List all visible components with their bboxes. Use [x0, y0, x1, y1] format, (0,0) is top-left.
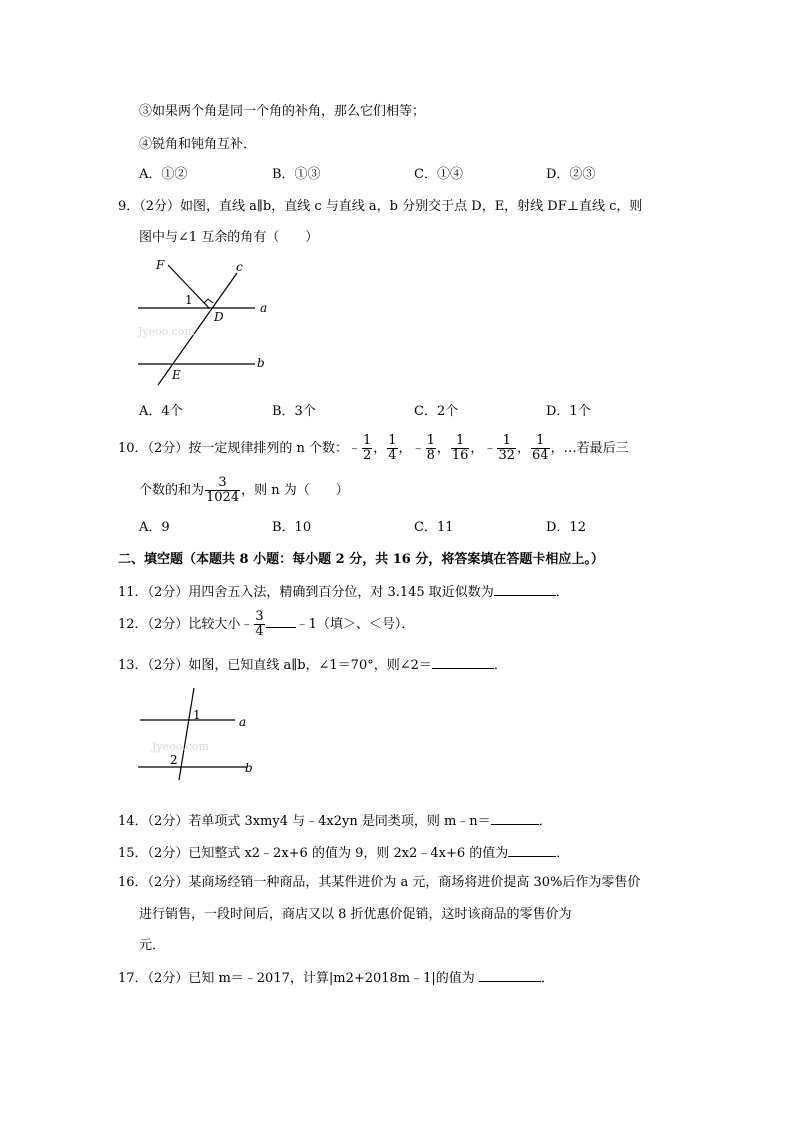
- q10-term: [386, 433, 412, 463]
- q12-post: ﹣1（填＞、＜号）．: [295, 617, 415, 632]
- q17-end: ．: [540, 971, 554, 986]
- q14: [118, 811, 552, 831]
- q9-label-f: F: [156, 258, 165, 272]
- q10-term-sign: ﹣: [411, 441, 425, 456]
- q13-label-1: 1: [193, 708, 201, 722]
- q10-term-fraction: [426, 434, 436, 463]
- q9-label-1: 1: [185, 293, 193, 307]
- q8-option-a: A．①②: [139, 167, 188, 182]
- q10-term-denominator: 4: [388, 448, 397, 463]
- q10-term: [530, 433, 564, 463]
- q17-text: 17．（2分）已知 m＝﹣2017，计算|m2+2018m﹣1|的值为: [118, 971, 475, 986]
- q13-answer-blank: [432, 655, 494, 669]
- q10-line2-b: ，则 n 为（ ）: [241, 483, 349, 498]
- q14-end: ．: [538, 814, 552, 829]
- q10-option-d: D．12: [546, 520, 586, 535]
- q10-term-numerator: 1: [388, 433, 397, 448]
- q10-line2-a: 个数的和为: [139, 483, 205, 498]
- q13-figure: [132, 683, 262, 783]
- q10-term-separator: ，: [398, 441, 412, 456]
- q17: [118, 968, 554, 988]
- q9-stem-line2: 图中与∠1 互余的角有（ ）: [139, 230, 319, 245]
- q10-term-fraction: [531, 434, 550, 463]
- q9-stem-line1: 9．（2分）如图，直线 a∥b，直线 c 与直线 a，b 分别交于点 D，E，射线 DF⊥直线 c，则: [118, 199, 643, 214]
- q16-line2: 进行销售，一段时间后，商店又以 8 折优惠价促销，这时该商品的零售价为: [139, 907, 572, 922]
- q10-term-numerator: 1: [502, 433, 511, 448]
- q12-pre: 12．（2分）比较大小﹣: [118, 617, 254, 632]
- q15-end: ．: [556, 846, 570, 861]
- q14-answer-blank: [491, 811, 539, 825]
- q10-term-fraction: [387, 434, 397, 463]
- q9-option-d: D．1个: [546, 404, 591, 419]
- q10-term-denominator: 32: [498, 448, 515, 463]
- q10-term-sign: ﹣: [347, 441, 361, 456]
- q10-sum-numerator: 3: [218, 475, 227, 490]
- q13-watermark: Jyeoo.com: [152, 740, 209, 753]
- q10-option-c: C．11: [414, 520, 454, 535]
- q9-label-b: b: [257, 356, 265, 370]
- q9-watermark: Jyeoo.com: [138, 325, 195, 338]
- q12-denominator: 4: [255, 624, 264, 639]
- q13-end: ．: [493, 658, 507, 673]
- q10-term-denominator: 2: [362, 448, 372, 463]
- q10-term: [411, 433, 450, 463]
- q10-term: [483, 433, 531, 463]
- q10-term-separator: ，: [517, 441, 531, 456]
- q12-numerator: 3: [255, 609, 264, 624]
- q17-answer-blank: [479, 968, 541, 982]
- q10-term-fraction: [362, 434, 372, 463]
- q10-term-numerator: 1: [362, 433, 372, 448]
- q10-option-a: A．9: [139, 520, 170, 535]
- q10-term-separator: ，: [550, 441, 564, 456]
- q11-text: 11．（2分）用四舍五入法，精确到百分位，对 3.145 取近似数为: [118, 585, 494, 600]
- section-2-heading: 二、填空题（本题共 8 小题：每小题 2 分，共 16 分，将答案填在答题卡相应上。）: [118, 552, 604, 567]
- q10-term-sign: ﹣: [483, 441, 497, 456]
- q10-sequence: [347, 433, 564, 463]
- q12-answer-blank: [266, 614, 296, 628]
- q15-answer-blank: [508, 843, 556, 857]
- q10-term-denominator: 64: [532, 448, 549, 463]
- q9-label-d: D: [214, 310, 224, 324]
- q11: [118, 582, 569, 602]
- q11-end: ．: [555, 585, 569, 600]
- q13: [118, 655, 507, 675]
- q12-fraction: [254, 610, 264, 639]
- q10-term-separator: ，: [436, 441, 450, 456]
- q9-figure: [130, 255, 280, 390]
- q13-text: 13．（2分）如图，已知直线 a∥b，∠1＝70°，则∠2＝: [118, 658, 432, 673]
- q10-term-separator: ，: [373, 441, 387, 456]
- q9-label-c: c: [236, 260, 243, 274]
- q13-label-2: 2: [170, 753, 178, 767]
- q10-term-numerator: 1: [426, 433, 435, 448]
- q12: [118, 610, 414, 640]
- q8-option-b: B．①③: [272, 167, 321, 182]
- q10-sum-fraction: [205, 476, 240, 505]
- q10-term-denominator: 8: [426, 448, 435, 463]
- q10-term-fraction: [451, 434, 470, 463]
- q8-option-d: D．②③: [546, 167, 596, 182]
- q16-line1: 16．（2分）某商场经销一种商品，其某件进价为 a 元，商场将进价提高 30%后作为零售价: [118, 875, 641, 890]
- q8-item3: ③如果两个角是同一个角的补角，那么它们相等；: [139, 104, 426, 119]
- q11-answer-blank: [494, 582, 556, 596]
- q9-option-a: A．4个: [139, 404, 183, 419]
- q14-text: 14．（2分）若单项式 3xmy4 与﹣4x2yn 是同类项，则 m﹣n＝: [118, 814, 491, 829]
- q9-option-c: C．2个: [414, 404, 459, 419]
- q9-option-b: B．3个: [272, 404, 316, 419]
- q10-term-denominator: 16: [451, 448, 469, 463]
- q10-term: [347, 433, 387, 463]
- q8-option-c: C．①④: [414, 167, 463, 182]
- q10-option-b: B．10: [272, 520, 312, 535]
- q10-suffix: …若最后三: [563, 441, 629, 456]
- q13-label-a: a: [239, 715, 247, 729]
- q10-term-separator: ，: [470, 441, 484, 456]
- q15: [118, 843, 569, 863]
- q10-sum-denominator: 1024: [206, 490, 240, 505]
- q10-term-numerator: 1: [536, 433, 545, 448]
- q16-line3: 元．: [139, 938, 166, 953]
- q10-term-fraction: [497, 434, 516, 463]
- q10-term: [450, 433, 484, 463]
- q10-prefix: 10．（2分）按一定规律排列的 n 个数：: [118, 441, 348, 456]
- q15-text: 15．（2分）已知整式 x2﹣2x+6 的值为 9，则 2x2﹣4x+6 的值为: [118, 846, 509, 861]
- q10-stem-line1: [118, 434, 629, 464]
- q10-term-numerator: 1: [456, 433, 465, 448]
- q10-stem-line2: [139, 476, 349, 506]
- q13-label-b: b: [245, 761, 253, 775]
- q9-label-e: E: [172, 368, 181, 382]
- q8-item4: ④锐角和钝角互补．: [139, 137, 257, 152]
- q9-label-a: a: [260, 301, 268, 315]
